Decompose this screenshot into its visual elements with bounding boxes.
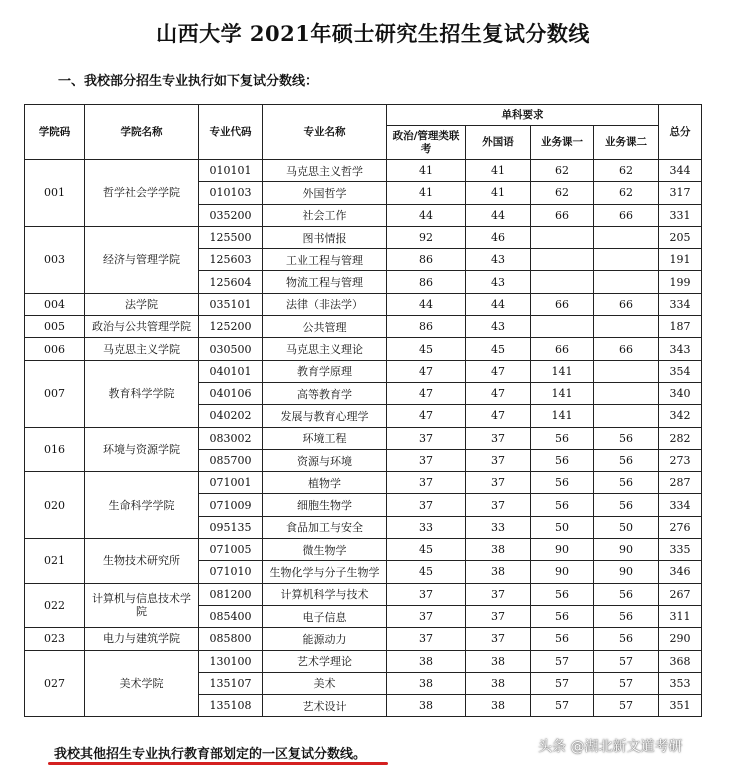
major-name-cell: 物流工程与管理 bbox=[263, 271, 387, 293]
foreign-language-score-cell: 47 bbox=[466, 360, 531, 382]
foreign-language-score-cell: 43 bbox=[466, 271, 531, 293]
major-code-cell: 085400 bbox=[199, 605, 263, 627]
foreign-language-score-cell: 41 bbox=[466, 160, 531, 182]
course1-score-cell: 56 bbox=[531, 472, 594, 494]
college-name-cell: 哲学社会学学院 bbox=[85, 160, 199, 227]
college-name-cell: 电力与建筑学院 bbox=[85, 628, 199, 650]
header-single-subject: 单科要求 bbox=[387, 105, 659, 126]
score-table-body bbox=[25, 160, 702, 717]
page-title: 山西大学 2021年硕士研究生招生复试分数线 bbox=[156, 21, 590, 46]
foreign-language-score-cell: 38 bbox=[466, 695, 531, 717]
college-code-cell: 003 bbox=[25, 226, 85, 293]
college-code-cell: 023 bbox=[25, 628, 85, 650]
college-name-cell: 政治与公共管理学院 bbox=[85, 316, 199, 338]
foreign-language-score-cell: 41 bbox=[466, 182, 531, 204]
course2-score-cell: 90 bbox=[594, 561, 659, 583]
course1-score-cell bbox=[531, 226, 594, 248]
table-row bbox=[25, 583, 702, 605]
course2-score-cell: 57 bbox=[594, 650, 659, 672]
total-score-cell: 199 bbox=[659, 271, 702, 293]
header-course2: 业务课二 bbox=[594, 126, 659, 160]
table-row bbox=[25, 628, 702, 650]
politics-score-cell: 92 bbox=[387, 226, 466, 248]
course1-score-cell: 56 bbox=[531, 628, 594, 650]
course1-score-cell: 62 bbox=[531, 160, 594, 182]
course2-score-cell: 56 bbox=[594, 605, 659, 627]
politics-score-cell: 37 bbox=[387, 628, 466, 650]
total-score-cell: 353 bbox=[659, 672, 702, 694]
total-score-cell: 191 bbox=[659, 249, 702, 271]
course2-score-cell: 56 bbox=[594, 628, 659, 650]
politics-score-cell: 37 bbox=[387, 583, 466, 605]
table-row bbox=[25, 160, 702, 182]
foreign-language-score-cell: 47 bbox=[466, 405, 531, 427]
foreign-language-score-cell: 43 bbox=[466, 316, 531, 338]
header-foreign-language: 外国语 bbox=[466, 126, 531, 160]
major-name-cell: 环境工程 bbox=[263, 427, 387, 449]
course2-score-cell: 56 bbox=[594, 472, 659, 494]
foreign-language-score-cell: 38 bbox=[466, 650, 531, 672]
foreign-language-score-cell: 43 bbox=[466, 249, 531, 271]
total-score-cell: 354 bbox=[659, 360, 702, 382]
foreign-language-score-cell: 38 bbox=[466, 539, 531, 561]
college-code-cell: 021 bbox=[25, 539, 85, 584]
table-row bbox=[25, 360, 702, 382]
college-name-cell: 教育科学学院 bbox=[85, 360, 199, 427]
college-code-cell: 004 bbox=[25, 293, 85, 315]
table-row bbox=[25, 338, 702, 360]
header-total: 总分 bbox=[659, 105, 702, 160]
header-college-code: 学院码 bbox=[25, 105, 85, 160]
major-name-cell: 马克思主义理论 bbox=[263, 338, 387, 360]
course1-score-cell: 62 bbox=[531, 182, 594, 204]
header-course1: 业务课一 bbox=[531, 126, 594, 160]
foreign-language-score-cell: 38 bbox=[466, 672, 531, 694]
course2-score-cell: 56 bbox=[594, 583, 659, 605]
total-score-cell: 331 bbox=[659, 204, 702, 226]
major-code-cell: 135107 bbox=[199, 672, 263, 694]
course1-score-cell: 141 bbox=[531, 382, 594, 404]
major-name-cell: 美术 bbox=[263, 672, 387, 694]
header-major-name: 专业名称 bbox=[263, 105, 387, 160]
major-code-cell: 071001 bbox=[199, 472, 263, 494]
course2-score-cell bbox=[594, 249, 659, 271]
course1-score-cell: 56 bbox=[531, 583, 594, 605]
college-code-cell: 007 bbox=[25, 360, 85, 427]
course2-score-cell bbox=[594, 226, 659, 248]
college-code-cell: 022 bbox=[25, 583, 85, 628]
major-code-cell: 083002 bbox=[199, 427, 263, 449]
table-row bbox=[25, 650, 702, 672]
course2-score-cell bbox=[594, 316, 659, 338]
total-score-cell: 287 bbox=[659, 472, 702, 494]
major-name-cell: 发展与教育心理学 bbox=[263, 405, 387, 427]
major-code-cell: 071010 bbox=[199, 561, 263, 583]
total-score-cell: 290 bbox=[659, 628, 702, 650]
major-code-cell: 040202 bbox=[199, 405, 263, 427]
college-code-cell: 005 bbox=[25, 316, 85, 338]
college-name-cell: 法学院 bbox=[85, 293, 199, 315]
course2-score-cell bbox=[594, 271, 659, 293]
course1-score-cell: 66 bbox=[531, 293, 594, 315]
foreign-language-score-cell: 37 bbox=[466, 605, 531, 627]
major-code-cell: 081200 bbox=[199, 583, 263, 605]
foreign-language-score-cell: 37 bbox=[466, 449, 531, 471]
course1-score-cell: 57 bbox=[531, 672, 594, 694]
politics-score-cell: 86 bbox=[387, 316, 466, 338]
course2-score-cell bbox=[594, 405, 659, 427]
footer-note: 我校其他招生专业执行教育部划定的一区复试分数线。 bbox=[54, 747, 367, 762]
foreign-language-score-cell: 37 bbox=[466, 628, 531, 650]
course2-score-cell: 90 bbox=[594, 539, 659, 561]
red-underline bbox=[48, 762, 388, 765]
course2-score-cell: 50 bbox=[594, 516, 659, 538]
politics-score-cell: 37 bbox=[387, 494, 466, 516]
college-code-cell: 001 bbox=[25, 160, 85, 227]
foreign-language-score-cell: 45 bbox=[466, 338, 531, 360]
foreign-language-score-cell: 33 bbox=[466, 516, 531, 538]
major-code-cell: 071009 bbox=[199, 494, 263, 516]
course1-score-cell: 57 bbox=[531, 695, 594, 717]
table-row bbox=[25, 539, 702, 561]
course2-score-cell: 66 bbox=[594, 204, 659, 226]
major-name-cell: 植物学 bbox=[263, 472, 387, 494]
major-name-cell: 生物化学与分子生物学 bbox=[263, 561, 387, 583]
major-code-cell: 125500 bbox=[199, 226, 263, 248]
course2-score-cell: 62 bbox=[594, 160, 659, 182]
course2-score-cell: 56 bbox=[594, 449, 659, 471]
politics-score-cell: 37 bbox=[387, 605, 466, 627]
politics-score-cell: 37 bbox=[387, 472, 466, 494]
watermark: 头条 @湖北新文道考研 bbox=[538, 739, 683, 755]
politics-score-cell: 44 bbox=[387, 204, 466, 226]
total-score-cell: 343 bbox=[659, 338, 702, 360]
major-code-cell: 125604 bbox=[199, 271, 263, 293]
major-code-cell: 040101 bbox=[199, 360, 263, 382]
course1-score-cell: 66 bbox=[531, 204, 594, 226]
college-code-cell: 016 bbox=[25, 427, 85, 472]
major-code-cell: 040106 bbox=[199, 382, 263, 404]
header-college-name: 学院名称 bbox=[85, 105, 199, 160]
major-code-cell: 135108 bbox=[199, 695, 263, 717]
politics-score-cell: 38 bbox=[387, 672, 466, 694]
college-name-cell: 生命科学学院 bbox=[85, 472, 199, 539]
college-code-cell: 020 bbox=[25, 472, 85, 539]
major-name-cell: 高等教育学 bbox=[263, 382, 387, 404]
major-name-cell: 公共管理 bbox=[263, 316, 387, 338]
major-name-cell: 艺术设计 bbox=[263, 695, 387, 717]
major-name-cell: 艺术学理论 bbox=[263, 650, 387, 672]
politics-score-cell: 38 bbox=[387, 650, 466, 672]
politics-score-cell: 33 bbox=[387, 516, 466, 538]
foreign-language-score-cell: 38 bbox=[466, 561, 531, 583]
politics-score-cell: 44 bbox=[387, 293, 466, 315]
course2-score-cell: 57 bbox=[594, 695, 659, 717]
course1-score-cell: 56 bbox=[531, 494, 594, 516]
major-code-cell: 095135 bbox=[199, 516, 263, 538]
major-name-cell: 食品加工与安全 bbox=[263, 516, 387, 538]
politics-score-cell: 37 bbox=[387, 427, 466, 449]
total-score-cell: 340 bbox=[659, 382, 702, 404]
score-table bbox=[24, 104, 702, 717]
section-heading: 一、我校部分招生专业执行如下复试分数线： bbox=[58, 74, 319, 89]
college-name-cell: 美术学院 bbox=[85, 650, 199, 717]
major-name-cell: 教育学原理 bbox=[263, 360, 387, 382]
course1-score-cell: 90 bbox=[531, 539, 594, 561]
major-name-cell: 电子信息 bbox=[263, 605, 387, 627]
total-score-cell: 273 bbox=[659, 449, 702, 471]
politics-score-cell: 37 bbox=[387, 449, 466, 471]
politics-score-cell: 47 bbox=[387, 405, 466, 427]
major-code-cell: 035200 bbox=[199, 204, 263, 226]
politics-score-cell: 45 bbox=[387, 539, 466, 561]
course1-score-cell: 141 bbox=[531, 360, 594, 382]
foreign-language-score-cell: 46 bbox=[466, 226, 531, 248]
politics-score-cell: 86 bbox=[387, 249, 466, 271]
college-code-cell: 006 bbox=[25, 338, 85, 360]
major-code-cell: 071005 bbox=[199, 539, 263, 561]
course2-score-cell: 66 bbox=[594, 338, 659, 360]
major-code-cell: 010101 bbox=[199, 160, 263, 182]
table-row bbox=[25, 293, 702, 315]
college-code-cell: 027 bbox=[25, 650, 85, 717]
course2-score-cell: 66 bbox=[594, 293, 659, 315]
major-name-cell: 工业工程与管理 bbox=[263, 249, 387, 271]
major-name-cell: 马克思主义哲学 bbox=[263, 160, 387, 182]
politics-score-cell: 45 bbox=[387, 561, 466, 583]
course1-score-cell: 90 bbox=[531, 561, 594, 583]
college-name-cell: 马克思主义学院 bbox=[85, 338, 199, 360]
politics-score-cell: 38 bbox=[387, 695, 466, 717]
major-code-cell: 085800 bbox=[199, 628, 263, 650]
major-name-cell: 社会工作 bbox=[263, 204, 387, 226]
politics-score-cell: 45 bbox=[387, 338, 466, 360]
major-code-cell: 035101 bbox=[199, 293, 263, 315]
header-politics: 政治/管理类联考 bbox=[387, 126, 466, 160]
course2-score-cell bbox=[594, 382, 659, 404]
total-score-cell: 342 bbox=[659, 405, 702, 427]
total-score-cell: 282 bbox=[659, 427, 702, 449]
foreign-language-score-cell: 44 bbox=[466, 293, 531, 315]
total-score-cell: 335 bbox=[659, 539, 702, 561]
major-code-cell: 030500 bbox=[199, 338, 263, 360]
course2-score-cell bbox=[594, 360, 659, 382]
course1-score-cell bbox=[531, 249, 594, 271]
college-name-cell: 生物技术研究所 bbox=[85, 539, 199, 584]
header-major-code: 专业代码 bbox=[199, 105, 263, 160]
total-score-cell: 334 bbox=[659, 494, 702, 516]
foreign-language-score-cell: 37 bbox=[466, 494, 531, 516]
total-score-cell: 267 bbox=[659, 583, 702, 605]
major-name-cell: 计算机科学与技术 bbox=[263, 583, 387, 605]
major-name-cell: 资源与环境 bbox=[263, 449, 387, 471]
total-score-cell: 311 bbox=[659, 605, 702, 627]
table-row bbox=[25, 316, 702, 338]
major-name-cell: 外国哲学 bbox=[263, 182, 387, 204]
foreign-language-score-cell: 37 bbox=[466, 427, 531, 449]
major-name-cell: 法律（非法学） bbox=[263, 293, 387, 315]
foreign-language-score-cell: 47 bbox=[466, 382, 531, 404]
foreign-language-score-cell: 37 bbox=[466, 583, 531, 605]
course1-score-cell bbox=[531, 316, 594, 338]
politics-score-cell: 41 bbox=[387, 182, 466, 204]
table-row bbox=[25, 472, 702, 494]
foreign-language-score-cell: 44 bbox=[466, 204, 531, 226]
course1-score-cell: 57 bbox=[531, 650, 594, 672]
politics-score-cell: 47 bbox=[387, 360, 466, 382]
course1-score-cell: 66 bbox=[531, 338, 594, 360]
major-name-cell: 图书情报 bbox=[263, 226, 387, 248]
major-code-cell: 125200 bbox=[199, 316, 263, 338]
course1-score-cell bbox=[531, 271, 594, 293]
major-code-cell: 130100 bbox=[199, 650, 263, 672]
major-code-cell: 010103 bbox=[199, 182, 263, 204]
total-score-cell: 368 bbox=[659, 650, 702, 672]
course1-score-cell: 56 bbox=[531, 427, 594, 449]
course2-score-cell: 56 bbox=[594, 494, 659, 516]
course2-score-cell: 57 bbox=[594, 672, 659, 694]
course2-score-cell: 62 bbox=[594, 182, 659, 204]
major-name-cell: 微生物学 bbox=[263, 539, 387, 561]
course2-score-cell: 56 bbox=[594, 427, 659, 449]
foreign-language-score-cell: 37 bbox=[466, 472, 531, 494]
total-score-cell: 205 bbox=[659, 226, 702, 248]
college-name-cell: 经济与管理学院 bbox=[85, 226, 199, 293]
table-row bbox=[25, 226, 702, 248]
college-name-cell: 环境与资源学院 bbox=[85, 427, 199, 472]
politics-score-cell: 41 bbox=[387, 160, 466, 182]
total-score-cell: 346 bbox=[659, 561, 702, 583]
major-code-cell: 125603 bbox=[199, 249, 263, 271]
course1-score-cell: 56 bbox=[531, 449, 594, 471]
total-score-cell: 276 bbox=[659, 516, 702, 538]
total-score-cell: 334 bbox=[659, 293, 702, 315]
total-score-cell: 344 bbox=[659, 160, 702, 182]
college-name-cell: 计算机与信息技术学院 bbox=[85, 583, 199, 628]
politics-score-cell: 86 bbox=[387, 271, 466, 293]
course1-score-cell: 141 bbox=[531, 405, 594, 427]
total-score-cell: 187 bbox=[659, 316, 702, 338]
major-name-cell: 能源动力 bbox=[263, 628, 387, 650]
total-score-cell: 317 bbox=[659, 182, 702, 204]
major-name-cell: 细胞生物学 bbox=[263, 494, 387, 516]
table-row bbox=[25, 427, 702, 449]
total-score-cell: 351 bbox=[659, 695, 702, 717]
politics-score-cell: 47 bbox=[387, 382, 466, 404]
major-code-cell: 085700 bbox=[199, 449, 263, 471]
course1-score-cell: 56 bbox=[531, 605, 594, 627]
course1-score-cell: 50 bbox=[531, 516, 594, 538]
